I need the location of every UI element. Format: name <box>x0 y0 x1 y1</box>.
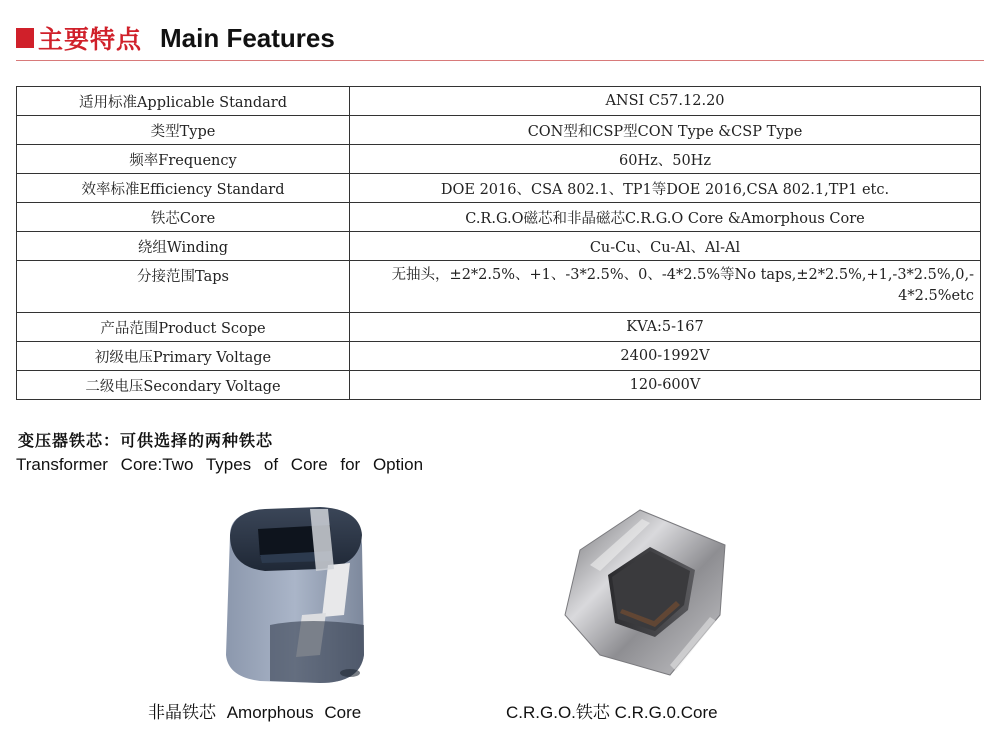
spec-label: 绕组Winding <box>17 232 350 261</box>
spec-label: 频率Frequency <box>17 145 350 174</box>
page-header <box>16 18 335 58</box>
table-row <box>17 261 981 313</box>
crgo-core-image <box>560 505 740 685</box>
spec-value: KVA:5-167 <box>350 313 981 342</box>
table-row <box>17 232 981 261</box>
spec-label: 类型Type <box>17 116 350 145</box>
spec-label: 铁芯Core <box>17 203 350 232</box>
table-row <box>17 313 981 342</box>
spec-label: 适用标准Applicable Standard <box>17 87 350 116</box>
spec-value: 2400-1992V <box>350 342 981 371</box>
spec-label: 效率标准Efficiency Standard <box>17 174 350 203</box>
spec-value: ANSI C57.12.20 <box>350 87 981 116</box>
amorphous-core-image <box>210 505 380 685</box>
spec-value: 120-600V <box>350 371 981 400</box>
spec-label: 初级电压Primary Voltage <box>17 342 350 371</box>
table-row <box>17 145 981 174</box>
spec-value-line: 4*2.5%etc <box>898 288 974 304</box>
spec-value: CON型和CSP型CON Type &CSP Type <box>350 116 981 145</box>
title-english: Main Features <box>160 22 335 53</box>
table-row <box>17 116 981 145</box>
spec-label: 产品范围Product Scope <box>17 313 350 342</box>
table-row <box>17 342 981 371</box>
amorphous-core-caption: 非晶铁芯 Amorphous Core <box>148 703 362 722</box>
table-row <box>17 174 981 203</box>
core-section-heading-en: Transformer Core:Two Types of Core for Option <box>16 455 424 474</box>
table-row <box>17 87 981 116</box>
title-chinese: 主要特点 <box>38 25 143 54</box>
specifications-table <box>16 86 981 400</box>
spec-value: DOE 2016、CSA 802.1、TP1等DOE 2016,CSA 802.1,TP1 etc. <box>350 174 981 203</box>
spec-label: 分接范围Taps <box>17 261 350 313</box>
spec-value: Cu-Cu、Cu-Al、Al-Al <box>350 232 981 261</box>
spec-value-line: 无抽头，±2*2.5%、+1、-3*2.5%、0、-4*2.5%等No taps,±2*2.5%,+1,-3*2.5%,0,- <box>391 267 974 283</box>
table-row <box>17 371 981 400</box>
table-row <box>17 203 981 232</box>
spec-label: 二级电压Secondary Voltage <box>17 371 350 400</box>
core-section-heading-cn: 变压器铁芯：可供选择的两种铁芯 <box>18 431 274 450</box>
spec-value: C.R.G.O磁芯和非晶磁芯C.R.G.O Core &Amorphous Core <box>350 203 981 232</box>
crgo-core-caption: C.R.G.O.铁芯 C.R.G.0.Core <box>506 703 718 722</box>
spec-value <box>350 261 981 313</box>
header-divider <box>16 60 984 61</box>
red-square-marker <box>16 28 34 48</box>
spec-value: 60Hz、50Hz <box>350 145 981 174</box>
